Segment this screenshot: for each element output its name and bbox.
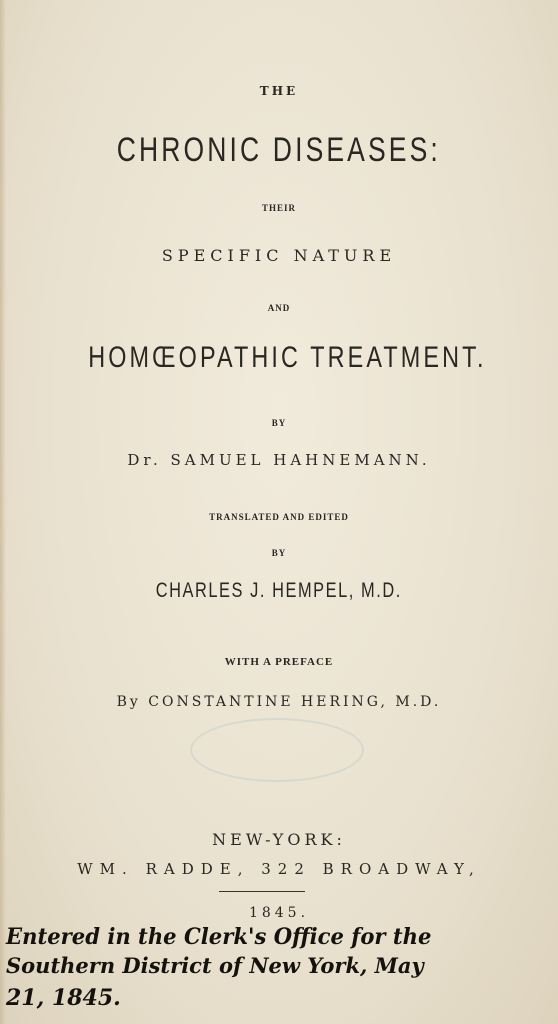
handwritten-note-line-2: Southern District of New York, May bbox=[6, 953, 424, 978]
divider-rule bbox=[219, 891, 305, 892]
handwritten-note-line-3: 21, 1845. bbox=[6, 985, 121, 1011]
author-name: Dr. SAMUEL HAHNEMANN. bbox=[127, 451, 431, 469]
translator-name-text: CHARLES J. HEMPEL, M.D. bbox=[155, 579, 403, 602]
main-title bbox=[0, 130, 558, 170]
publisher-line: WM. RADDE, 322 BROADWAY, bbox=[77, 860, 481, 878]
their-label: THEIR bbox=[261, 203, 296, 213]
homoeopathic-treatment-heading bbox=[0, 340, 558, 375]
the-label: THE bbox=[259, 84, 299, 98]
preface-author: By CONSTANTINE HERING, M.D. bbox=[116, 694, 442, 710]
by-label-1: BY bbox=[271, 418, 287, 428]
handwritten-note-line-1: Entered in the Clerk's Office for the bbox=[6, 924, 432, 950]
specific-nature-heading: SPECIFIC NATURE bbox=[161, 246, 397, 265]
translator-name bbox=[0, 578, 558, 603]
main-title-text: CHRONIC DISEASES: bbox=[116, 131, 442, 169]
by-label-2: BY bbox=[271, 548, 287, 558]
and-label: AND bbox=[267, 303, 291, 313]
publication-year: 1845. bbox=[248, 905, 310, 921]
publication-city: NEW-YORK: bbox=[212, 830, 346, 849]
with-preface-label: WITH A PREFACE bbox=[224, 656, 334, 668]
homoeopathic-treatment-text: HOMŒOPATHIC TREATMENT. bbox=[87, 341, 487, 374]
translated-label: TRANSLATED AND EDITED bbox=[209, 512, 349, 522]
faded-library-stamp bbox=[190, 718, 364, 782]
